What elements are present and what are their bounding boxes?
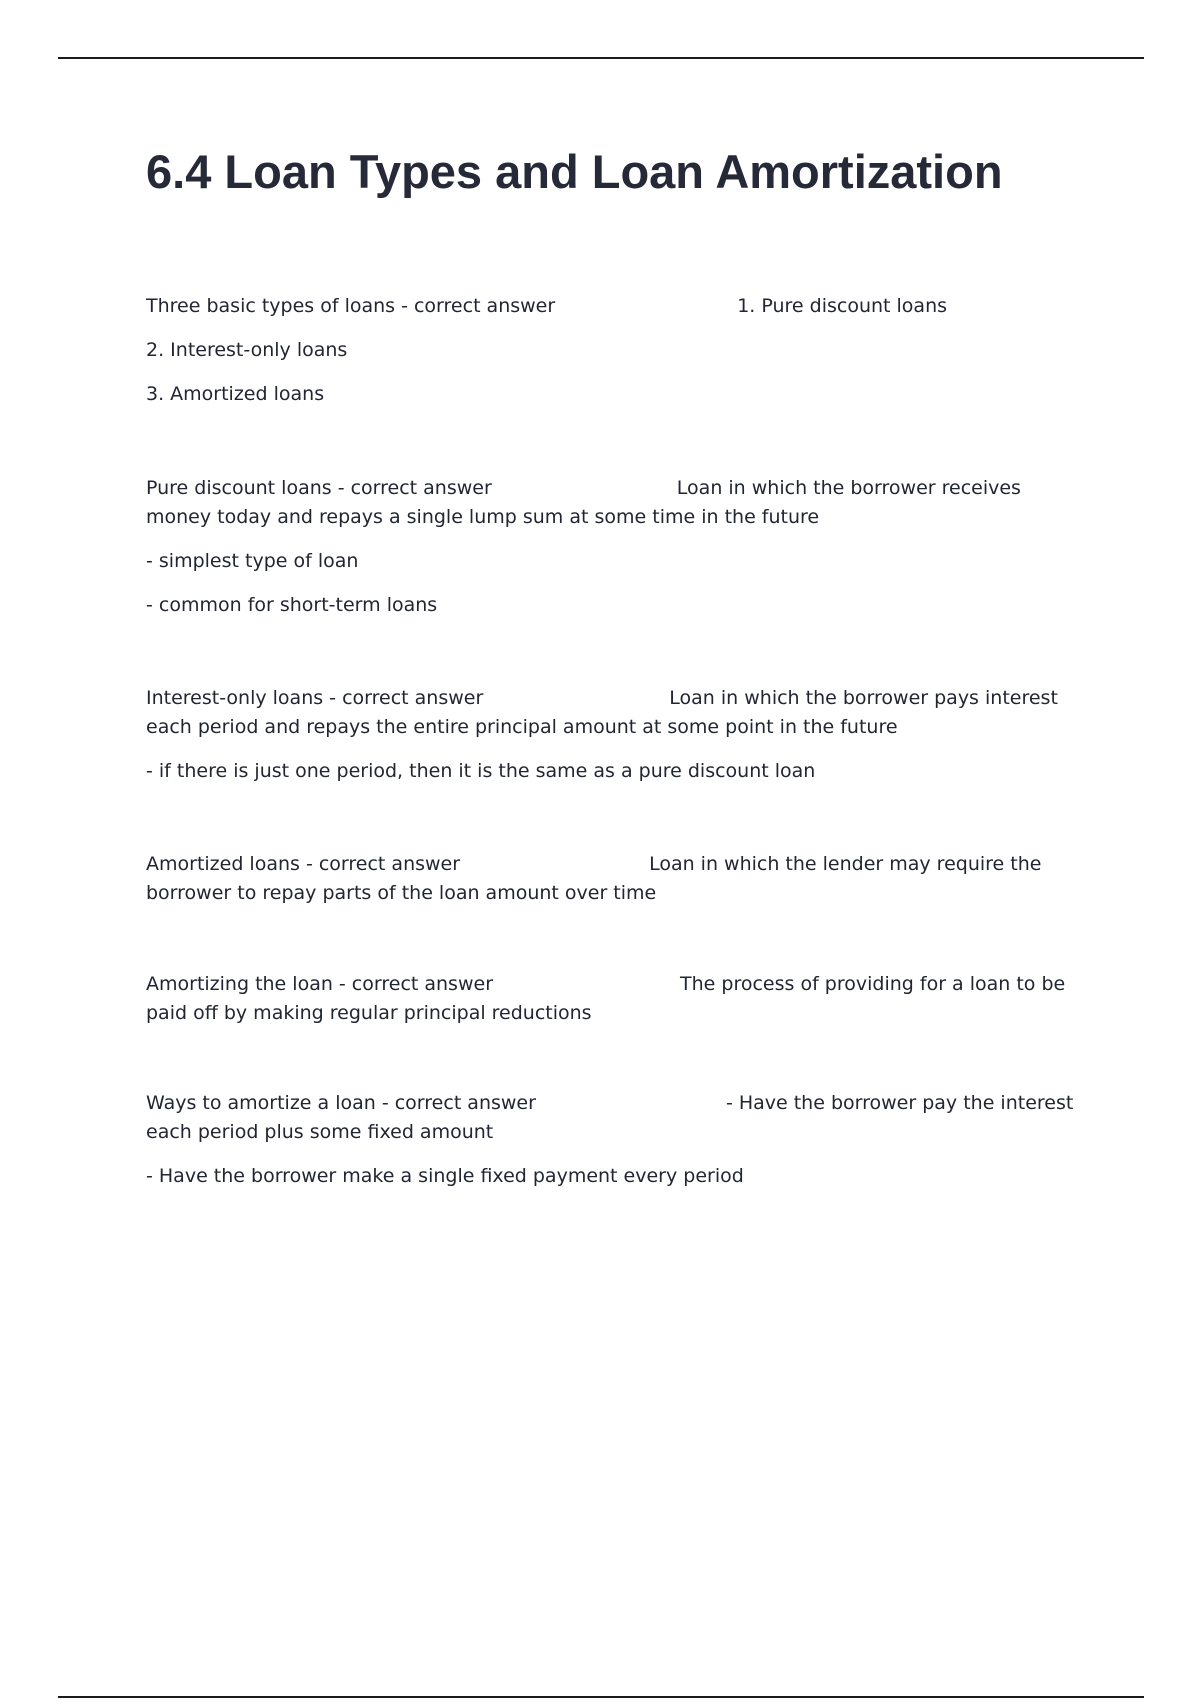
flashcard-extra: 3. Amortized loans <box>146 383 325 405</box>
flashcard-term: Ways to amortize a loan - correct answer <box>146 1092 536 1114</box>
flashcard-qa <box>146 474 1086 532</box>
page-title: 6.4 Loan Types and Loan Amortization <box>146 145 1003 198</box>
flashcard-answer: Loan in which the borrower receives money today and repays a single lump sum at some time in the future <box>146 477 1021 528</box>
bottom-rule <box>58 1696 1144 1698</box>
flashcard-answer: 1. Pure discount loans <box>737 295 948 317</box>
flashcard-three-basic-types <box>146 292 1086 409</box>
flashcard-ways-to-amortize <box>146 1089 1086 1191</box>
flashcard-qa <box>146 970 1086 1028</box>
flashcard-pure-discount-loans <box>146 474 1086 620</box>
flashcard-amortized-loans <box>146 850 1086 908</box>
flashcard-answer: Loan in which the borrower pays interest each period and repays the entire principal amount at some point in the future <box>146 687 1058 738</box>
flashcard-term: Three basic types of loans - correct answer <box>146 295 556 317</box>
flashcard-qa <box>146 850 1086 908</box>
flashcard-answer: Loan in which the lender may require the borrower to repay parts of the loan amount over time <box>146 853 1042 904</box>
flashcard-extra: 2. Interest-only loans <box>146 339 348 361</box>
flashcard-term: Amortized loans - correct answer <box>146 853 461 875</box>
flashcard-qa <box>146 684 1086 742</box>
flashcard-extra: - simplest type of loan <box>146 550 359 572</box>
flashcard-extra: - common for short-term loans <box>146 594 438 616</box>
flashcard-extra: - if there is just one period, then it is the same as a pure discount loan <box>146 760 816 782</box>
flashcard-answer: The process of providing for a loan to be paid off by making regular principal reductions <box>146 973 1066 1024</box>
flashcard-term: Amortizing the loan - correct answer <box>146 973 494 995</box>
flashcard-answer: - Have the borrower pay the interest each period plus some fixed amount <box>146 1092 1074 1143</box>
flashcard-interest-only-loans <box>146 684 1086 786</box>
top-rule <box>58 57 1144 59</box>
flashcard-qa <box>146 1089 1086 1147</box>
flashcard-term: Interest-only loans - correct answer <box>146 687 484 709</box>
flashcard-extra: - Have the borrower make a single fixed payment every period <box>146 1165 744 1187</box>
flashcard-term: Pure discount loans - correct answer <box>146 477 492 499</box>
flashcard-amortizing-the-loan <box>146 970 1086 1028</box>
flashcard-qa <box>146 292 1086 321</box>
